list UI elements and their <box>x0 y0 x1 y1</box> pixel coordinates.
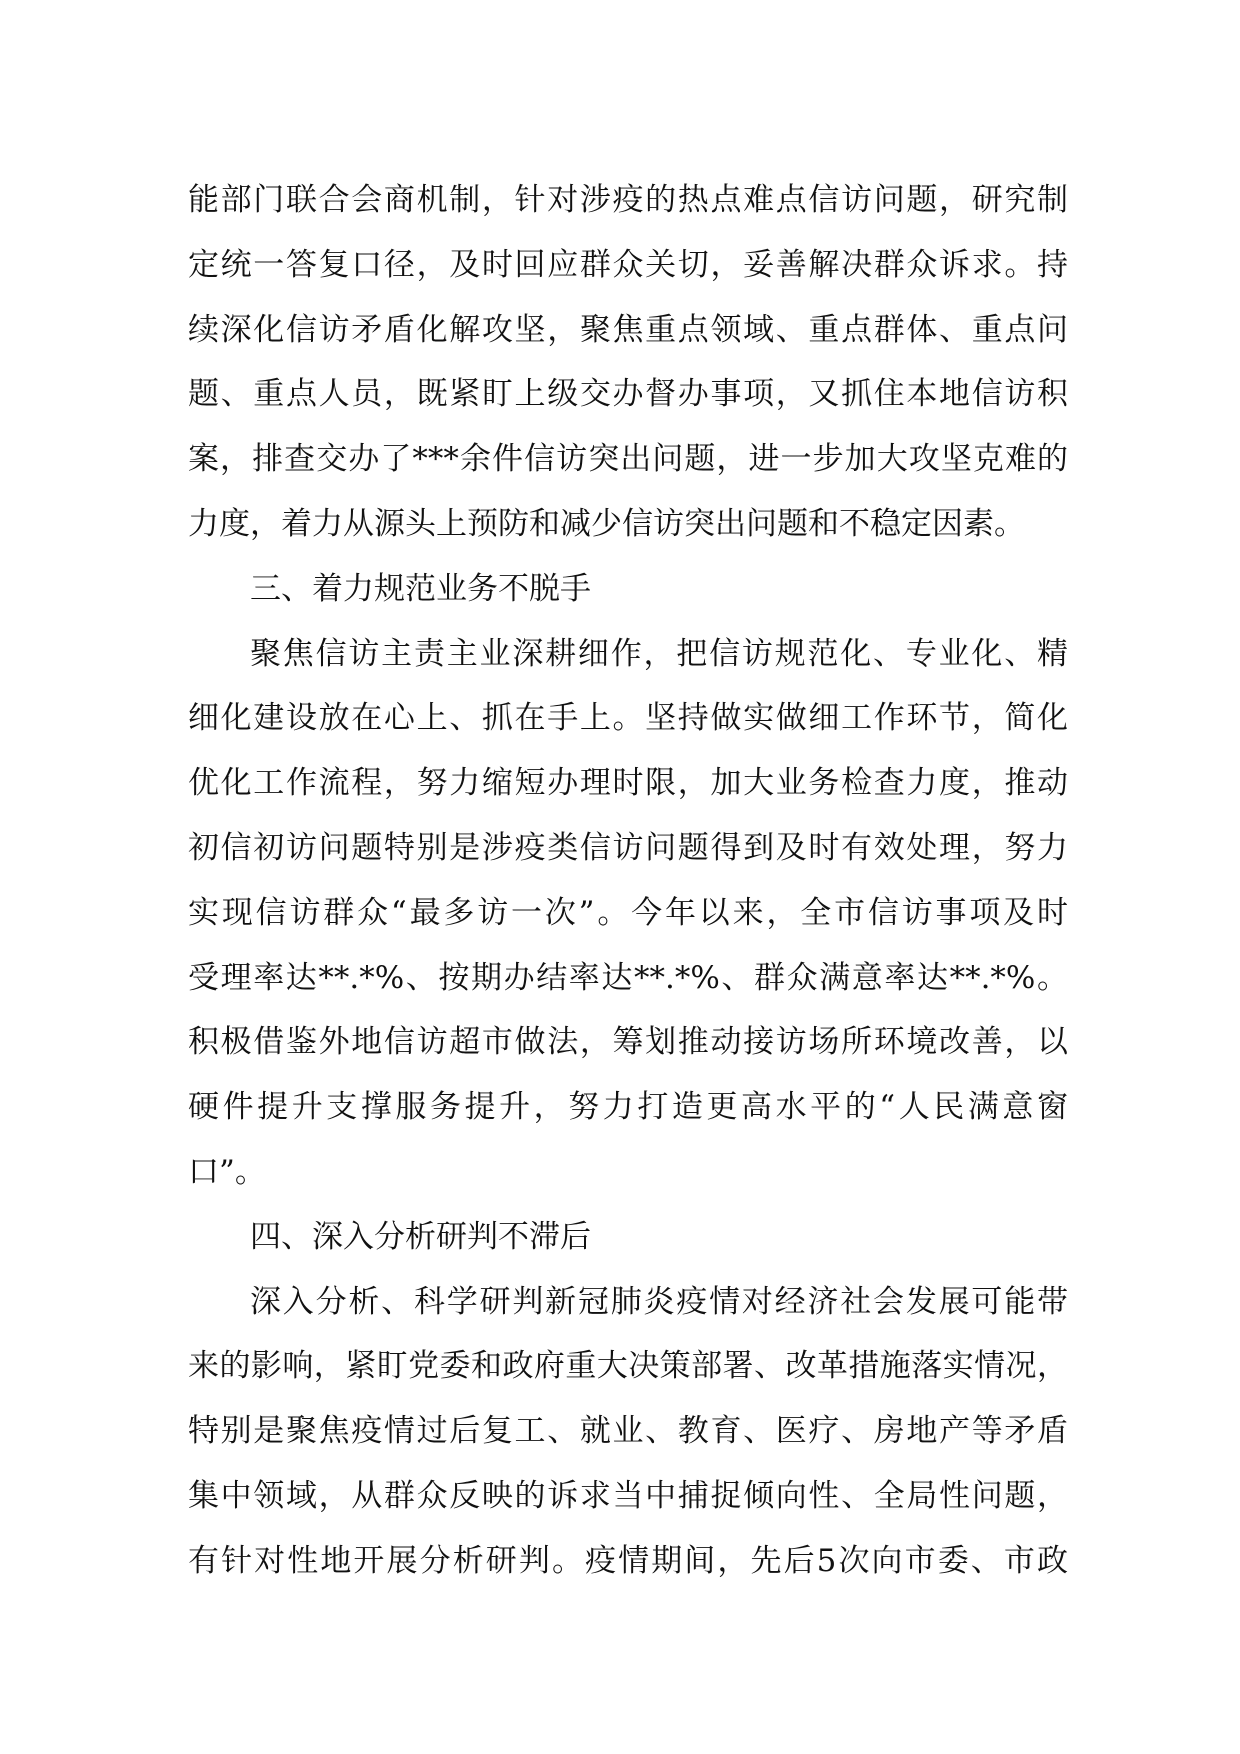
body-line: 初信初访问题特别是涉疫类信访问题得到及时有效处理，努力 <box>188 829 1068 866</box>
body-line: 受理率达**.*%、按期办结率达**.*%、群众满意率达**.*%。 <box>188 959 1068 996</box>
document-body <box>188 168 1068 1594</box>
body-line: 能部门联合会商机制，针对涉疫的热点难点信访问题，研究制 <box>188 182 1068 218</box>
body-line: 优化工作流程，努力缩短办理时限，加大业务检查力度，推动 <box>188 765 1068 802</box>
body-line: 积极借鉴外地信访超市做法，筹划推动接访场所环境改善，以 <box>188 1024 1068 1061</box>
section-heading: 三、着力规范业务不脱手 <box>250 570 591 607</box>
body-line: 深入分析、科学研判新冠肺炎疫情对经济社会发展可能带 <box>250 1283 1068 1320</box>
body-line: 细化建设放在心上、抓在手上。坚持做实做细工作环节，简化 <box>188 700 1068 737</box>
section-heading: 四、深入分析研判不滞后 <box>250 1218 591 1255</box>
body-line: 有针对性地开展分析研判。疫情期间，先后5次向市委、市政 <box>188 1542 1068 1579</box>
body-line: 案，排查交办了***余件信访突出问题，进一步加大攻坚克难的 <box>188 441 1068 478</box>
body-line: 聚焦信访主责主业深耕细作，把信访规范化、专业化、精 <box>250 635 1068 672</box>
body-line: 续深化信访矛盾化解攻坚，聚焦重点领域、重点群体、重点问 <box>188 311 1068 348</box>
body-line: 实现信访群众“最多访一次”。今年以来，全市信访事项及时 <box>188 894 1068 931</box>
body-line: 硬件提升支撑服务提升，努力打造更高水平的“人民满意窗 <box>188 1089 1068 1126</box>
body-line: 题、重点人员，既紧盯上级交办督办事项，又抓住本地信访积 <box>188 376 1068 413</box>
body-line: 口”。 <box>188 1153 266 1190</box>
body-line: 来的影响，紧盯党委和政府重大决策部署、改革措施落实情况， <box>188 1348 1068 1385</box>
body-line: 力度，着力从源头上预防和减少信访突出问题和不稳定因素。 <box>188 505 1025 542</box>
body-line: 集中领域，从群众反映的诉求当中捕捉倾向性、全局性问题， <box>188 1477 1068 1514</box>
body-line: 定统一答复口径，及时回应群众关切，妥善解决群众诉求。持 <box>188 246 1068 283</box>
body-line: 特别是聚焦疫情过后复工、就业、教育、医疗、房地产等矛盾 <box>188 1413 1068 1450</box>
